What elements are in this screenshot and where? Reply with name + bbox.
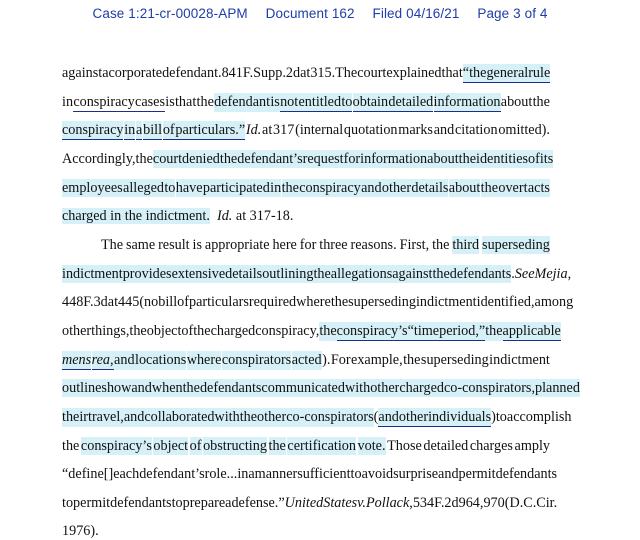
highlighted-text: allegations [330, 266, 393, 282]
highlighted-text: “time [407, 323, 440, 339]
text-run: See [514, 266, 535, 282]
highlighted-text: about [427, 151, 459, 167]
highlighted-text: period,” [439, 323, 486, 339]
highlighted-text: conspiracy [299, 180, 361, 196]
highlighted-text: to [341, 94, 353, 110]
highlighted-text: for [343, 151, 361, 167]
highlighted-text: communicated [261, 380, 345, 396]
text-run: the [135, 151, 153, 167]
text-run [210, 208, 217, 224]
text-run: 1976). [62, 523, 99, 539]
text-run: each [113, 466, 140, 482]
highlighted-text: bill [143, 122, 163, 138]
highlighted-text: the [319, 323, 337, 339]
highlighted-text: outlines [62, 380, 107, 396]
text-run: The [101, 237, 124, 253]
text-run: reasons. [350, 237, 397, 253]
text-line [62, 207, 293, 225]
text-run: charged [210, 323, 256, 339]
text-run: Supp. [253, 65, 286, 81]
text-run: of [181, 323, 194, 339]
highlighted-text: court [152, 151, 183, 167]
text-run: 2d [285, 65, 301, 81]
highlighted-text: is [270, 94, 280, 110]
highlighted-text: obstructing [203, 438, 267, 454]
text-run: that [441, 65, 463, 81]
text-run: Pollack [365, 495, 410, 511]
text-run: defendant’s [139, 466, 205, 482]
case-number: Case 1:21-cr-00028-APM [92, 6, 248, 21]
text-run: . [511, 266, 515, 282]
text-run: the [196, 94, 214, 110]
text-run: permit [73, 495, 111, 511]
text-run: Accordingly, [62, 151, 136, 167]
highlighted-text: other [257, 409, 287, 425]
text-run: . [230, 466, 234, 482]
highlighted-text: of [189, 438, 202, 454]
highlighted-text: obtain [352, 94, 389, 110]
highlighted-text: information [433, 94, 501, 110]
highlighted-text: about [448, 180, 481, 196]
text-run: amply [514, 438, 550, 454]
highlighted-text: conspiracy’s [80, 438, 152, 454]
text-run: conspiracy, [255, 323, 320, 339]
highlighted-text: conspiracy [62, 122, 124, 138]
highlighted-text: other [398, 409, 429, 425]
text-run: is [165, 94, 175, 110]
text-run: marks [398, 122, 433, 138]
text-run: 448 [62, 294, 84, 310]
highlighted-text: how [106, 380, 132, 396]
text-line [62, 351, 550, 370]
text-run: bill [158, 294, 178, 310]
text-run: three [319, 237, 348, 253]
text-run: same [125, 237, 156, 253]
text-run: ) [491, 409, 496, 425]
text-run: to [350, 466, 362, 482]
text-run: ). [322, 352, 331, 368]
highlighted-text: outlining [262, 266, 314, 282]
text-run: about [500, 94, 533, 110]
highlighted-text: employees [62, 180, 123, 196]
highlighted-text: co-conspirators, [443, 380, 535, 396]
text-run: defendants [110, 495, 172, 511]
text-run: (internal [295, 122, 344, 138]
highlighted-text: defendant [214, 94, 271, 110]
text-run: the [403, 352, 421, 368]
highlighted-text: rule [528, 65, 551, 81]
highlighted-text: with [344, 380, 371, 396]
text-run: is [192, 237, 202, 253]
highlighted-text: applicable [502, 323, 561, 339]
text-run: surprise [393, 466, 439, 482]
text-run: Those [387, 438, 422, 454]
highlighted-text: certification [287, 438, 356, 454]
highlighted-text: the [281, 180, 299, 196]
highlighted-text: collaborated [144, 409, 215, 425]
text-line [62, 121, 550, 140]
text-run: a [248, 466, 255, 482]
highlighted-text: “the [462, 65, 487, 81]
text-run: 964, [458, 495, 484, 511]
text-run: example, [351, 352, 403, 368]
text-run: to [62, 495, 74, 511]
text-run: permit [458, 466, 496, 482]
filed-date: Filed 04/16/21 [372, 6, 460, 21]
page-indicator: Page 3 of 4 [477, 6, 548, 21]
text-run: a [225, 495, 232, 511]
highlighted-text: the [485, 323, 503, 339]
text-run: at [300, 65, 311, 81]
highlighted-text: of [528, 151, 540, 167]
text-run: F. [242, 65, 254, 81]
text-run: cases [135, 94, 165, 110]
highlighted-text: locations [135, 352, 187, 368]
text-line [62, 322, 561, 341]
text-run: . [233, 466, 238, 482]
highlighted-text: and [131, 380, 152, 396]
text-run: 315. [310, 65, 336, 81]
highlighted-text: individuals [428, 409, 492, 425]
text-line [62, 437, 550, 455]
text-run: For [330, 352, 351, 368]
text-run: prepare [182, 495, 226, 511]
text-run: 534 [412, 495, 435, 511]
highlighted-text: identities [476, 151, 529, 167]
highlighted-text: rea, [91, 352, 114, 368]
highlighted-text: extensive [171, 266, 226, 282]
highlighted-text: alleged [123, 180, 164, 196]
text-line [62, 494, 558, 512]
text-run: F.3d [83, 294, 108, 310]
highlighted-text: mens [62, 352, 92, 368]
highlighted-text: superseding [482, 237, 550, 253]
text-run: Id. [216, 208, 233, 224]
highlighted-text: the [313, 266, 331, 282]
highlighted-text: the [239, 409, 258, 425]
text-run: 317 [273, 122, 295, 138]
text-run: identified, [476, 294, 535, 310]
highlighted-text: charged [399, 380, 444, 396]
text-run: Cir. [536, 495, 558, 511]
text-run: corporate [108, 65, 163, 81]
highlighted-text: details [411, 180, 449, 196]
text-run: (no [139, 294, 159, 310]
text-run: detailed [423, 438, 469, 454]
text-run: to [171, 495, 183, 511]
text-run: among [534, 294, 574, 310]
highlighted-text: charged in the indictment. [62, 208, 210, 224]
highlighted-text: where [186, 352, 222, 368]
text-line [62, 150, 554, 168]
highlighted-text: defendants [199, 380, 262, 396]
text-line [62, 64, 550, 83]
text-line [62, 293, 574, 311]
text-run: 970 [483, 495, 505, 511]
highlighted-text: entitled [298, 94, 342, 110]
text-run: the [432, 237, 450, 253]
text-run: omitted). [498, 122, 550, 138]
highlighted-text: in [124, 122, 136, 138]
text-run: F.2d [434, 495, 459, 511]
highlighted-text: participated [202, 180, 270, 196]
text-run: in [62, 94, 74, 110]
text-run: ( [373, 409, 379, 425]
highlighted-text: to [164, 180, 176, 196]
text-run: in [237, 466, 249, 482]
text-run: the [193, 323, 211, 339]
text-run: defendant. [162, 65, 222, 81]
highlighted-text: when [151, 380, 183, 396]
text-run: 445 [118, 294, 140, 310]
text-run: to [495, 409, 507, 425]
highlighted-text: detailed [388, 94, 434, 110]
text-run: the [330, 294, 349, 310]
text-run: court [357, 65, 387, 81]
text-run: , [567, 266, 572, 282]
highlighted-text: travel, [88, 409, 124, 425]
highlighted-text: overt [498, 180, 528, 196]
highlighted-text: denied [182, 151, 220, 167]
text-run: of [177, 294, 189, 310]
text-run: and [433, 122, 455, 138]
text-run: object [146, 323, 182, 339]
highlighted-text: the [458, 151, 477, 167]
document-number: Document 162 [265, 6, 355, 21]
highlighted-text: information [360, 151, 428, 167]
highlighted-text: defendants [449, 266, 512, 282]
text-line [62, 408, 572, 427]
highlighted-text: their [62, 409, 88, 425]
text-run: and [438, 466, 459, 482]
highlighted-text: and [378, 409, 399, 425]
highlighted-text: of [162, 122, 175, 138]
highlighted-text: against [392, 266, 433, 282]
text-run: at [262, 122, 273, 138]
highlighted-text: not [280, 94, 299, 110]
text-run: sufficient [297, 466, 351, 482]
text-run: things, [91, 323, 130, 339]
highlighted-text: request [302, 151, 344, 167]
highlighted-text: in [270, 180, 282, 196]
highlighted-text: and [123, 409, 145, 425]
text-run: , [409, 495, 413, 511]
highlighted-text: vote. [357, 438, 386, 454]
highlighted-text: defendant’s [237, 151, 303, 167]
text-run: manner [254, 466, 298, 482]
highlighted-text: particulars.” [175, 122, 246, 138]
highlighted-text: and [361, 180, 382, 196]
text-line [62, 179, 550, 197]
text-run: role [204, 466, 227, 482]
text-run: indictment [415, 294, 477, 310]
text-line [62, 465, 558, 483]
text-run: superseding [348, 294, 416, 310]
text-run: indictment [489, 352, 550, 368]
text-run: Mejia [534, 266, 568, 282]
highlighted-text: conspirators [221, 352, 292, 368]
text-run: citation [455, 122, 498, 138]
text-run: The [335, 65, 358, 81]
text-run: explained [386, 65, 442, 81]
highlighted-text: third [452, 237, 480, 253]
text-run: result [158, 237, 190, 253]
text-line [62, 379, 580, 397]
text-run: quotation [343, 122, 398, 138]
text-run: Id. [245, 122, 262, 138]
highlighted-text: a [136, 122, 143, 138]
text-run: particulars [188, 294, 249, 310]
text-run: United [284, 495, 324, 511]
highlighted-text: the [268, 438, 286, 454]
highlighted-text: the [432, 266, 450, 282]
highlighted-text: and [114, 352, 135, 368]
text-run: appropriate [204, 237, 270, 253]
text-run: a [102, 65, 109, 81]
highlighted-text: with [214, 409, 240, 425]
highlighted-text: other [370, 380, 400, 396]
text-run: where [296, 294, 331, 310]
highlighted-text: acted [291, 352, 322, 368]
highlighted-text: the [182, 380, 200, 396]
highlighted-text: object [153, 438, 189, 454]
text-run: First, [399, 237, 430, 253]
text-run: the [532, 94, 550, 110]
text-run: here [272, 237, 297, 253]
highlighted-text: acts [527, 180, 550, 196]
text-run: charges [469, 438, 513, 454]
text-run: defense.” [231, 495, 285, 511]
highlighted-text: the [219, 151, 238, 167]
text-line [62, 522, 99, 540]
text-run: (D.C. [504, 495, 537, 511]
text-run: accomplish [506, 409, 572, 425]
text-line [62, 93, 550, 112]
text-run: 841 [221, 65, 243, 81]
highlighted-text: provides [122, 266, 172, 282]
text-run: at 317-18. [232, 208, 294, 224]
text-run: conspiracy [73, 94, 135, 110]
text-run: avoid [361, 466, 394, 482]
highlighted-text: general [486, 65, 529, 81]
highlighted-text: conspiracy’s [336, 323, 408, 339]
text-run: States [323, 495, 358, 511]
text-run: the [129, 323, 147, 339]
text-run: against [62, 65, 103, 81]
text-run: required [248, 294, 297, 310]
highlighted-text: have [175, 180, 203, 196]
highlighted-text: the [480, 180, 499, 196]
text-run: for [299, 237, 317, 253]
highlighted-text: co-conspirators [286, 409, 374, 425]
text-run: the [62, 438, 80, 454]
text-run: defendants [495, 466, 558, 482]
text-run: other [62, 323, 92, 339]
highlighted-text: details [225, 266, 263, 282]
text-run: at [107, 294, 119, 310]
text-run: v. [357, 495, 366, 511]
highlighted-text: indictment [62, 266, 123, 282]
highlighted-text: other [381, 180, 412, 196]
text-run: “define[] [62, 466, 114, 482]
highlighted-text: planned [535, 380, 580, 396]
text-line [62, 265, 572, 283]
highlighted-text: its [539, 151, 554, 167]
text-line [101, 236, 550, 254]
document-header [0, 6, 640, 21]
text-run: that [174, 94, 197, 110]
text-run: superseding [420, 352, 489, 368]
text-run: . [226, 466, 231, 482]
